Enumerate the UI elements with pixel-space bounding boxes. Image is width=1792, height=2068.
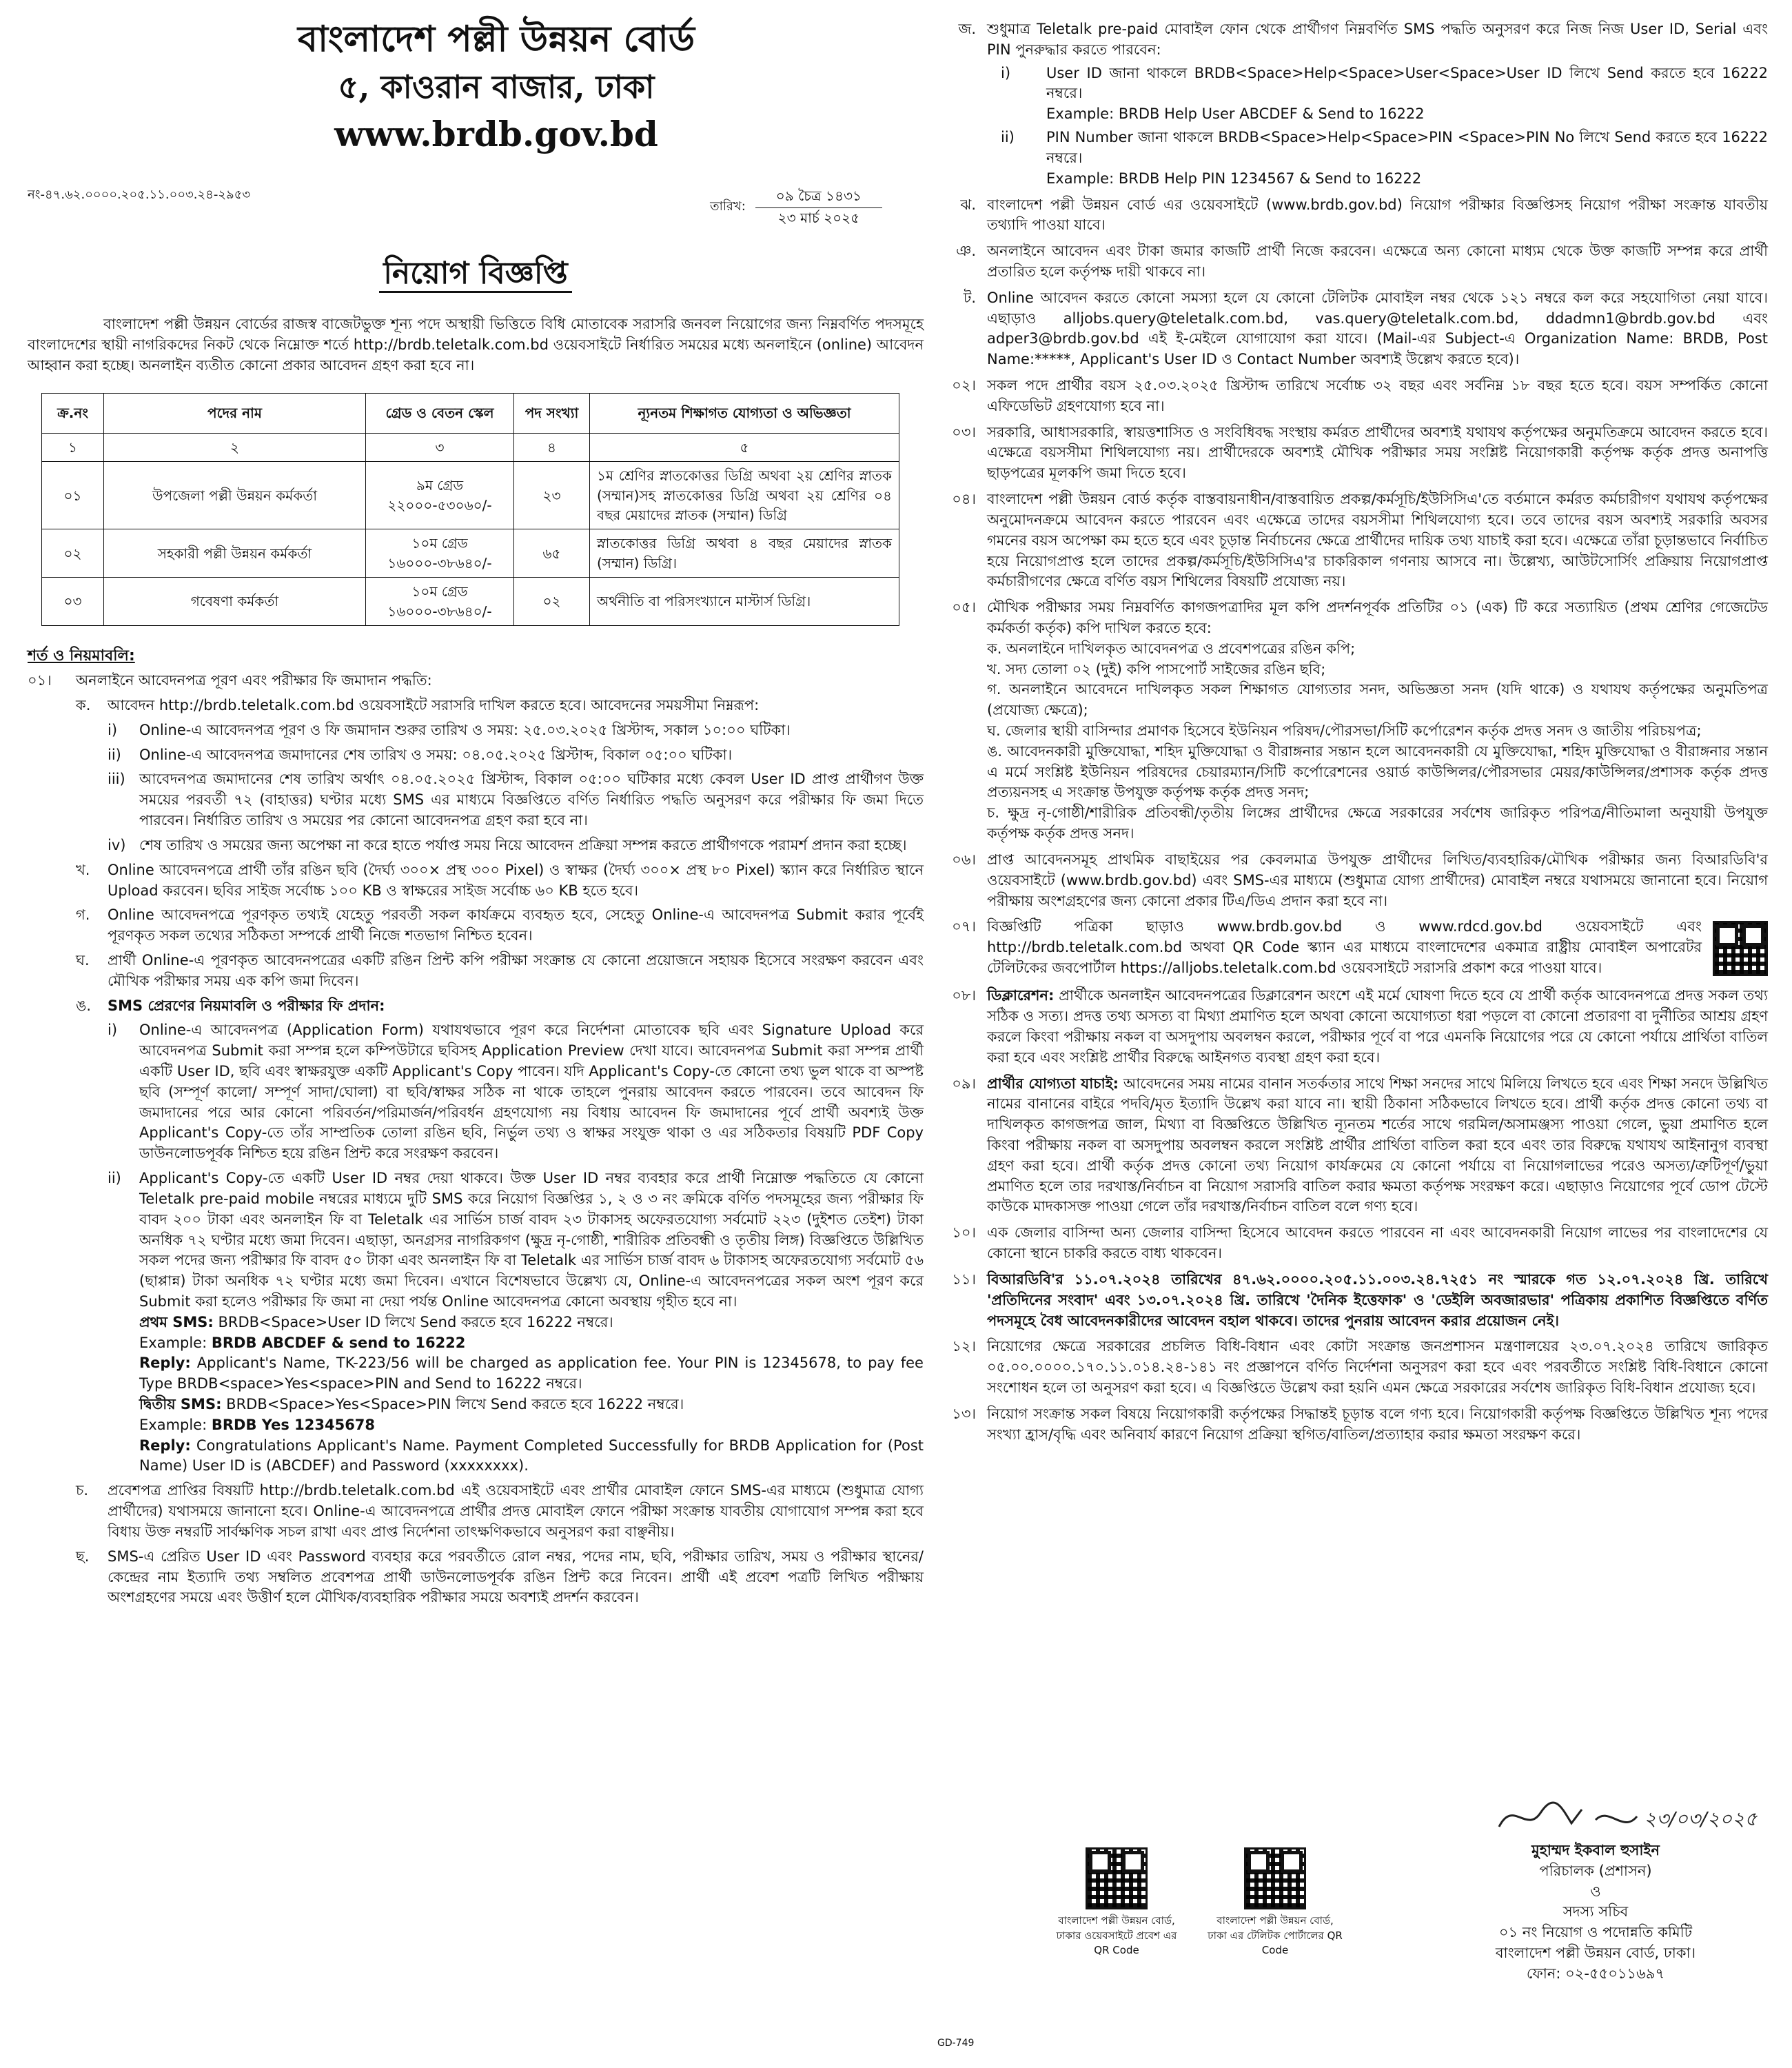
term-01-jha: ঝ. বাংলাদেশ পল্লী উন্নয়ন বোর্ড এর ওয়েবসাইটে (www.brdb.gov.bd) নিয়োগ পরীক্ষার বিজ্ঞপ্তিসহ নিয়োগ পরীক্ষা সংক্রান্ত যাবতীয় তথ্যাদি পাওয়া যাবে। [960,196,1768,234]
term-01-uo-ii: ii) Applicant's Copy-তে একটি User ID নম্বর দেয়া থাকবে। উক্ত User ID নম্বর ব্যবহার করে প্রার্থী নিম্নোক্ত পদ্ধতিতে যে কোনো Teletalk pre-paid mobile নম্বরের মাধ্যমে দুটি SMS করে নিয়োগ বিজ্ঞপ্তির ১, ২ ও ৩ নং ক্রমিকে বর্ণিত পদসমূহের জন্য পরীক্ষার ফি বাবদ ২০০ টাকা এবং অনলাইন ফি বা Teletalk এর সার্ভিস চার্জ বাবদ ২৩ টাকাসহ অফেরতযোগ্য সর্বমোট ২২৩ (দুইশত তেইশ) টাকা অনধিক ৭২ ঘণ্টার মধ্যে জমা দিবেন। এছাড়া, অনগ্রসর নাগরিকগণ (ক্ষুদ্র নৃ-গোষ্ঠী, শারীরিক প্রতিবন্ধী ও তৃতীয় লিঙ্গ) বিজ্ঞপ্তিতে উল্লিখিত সকল পদের জন্য পরীক্ষার ফি বাবদ ৫০ টাকা এবং অনলাইন ফি বা Teletalk এর সার্ভিস চার্জ বাবদ ৬ টাকাসহ অফেরতযোগ্য সর্বমোট ৫৬ (ছাপ্পান্ন) টাকা অনধিক ৭২ ঘণ্টার মধ্যে জমা দিবেন। এখানে বিশেষভাবে উল্লেখ্য যে, Online-এ আবেদনপত্রের সকল অংশ পূরণ করে Submit করা হলেও পরীক্ষার ফি জমা না দেয়া পর্যন্ত Online আবেদনপত্র কোনো অবস্থায় গৃহীত হবে না। প্রথম SMS: BRDB<Space>User ID লিখে Send করতে হবে 16222 নম্বরে। Example: BRDB ABCDEF & send to 16222 Reply: Applicant's Name, TK-223/56 will be charged as application fee. Your PIN is 12345678, to pay fee Type BRDB<space>Yes<space>PIN and Send to 16222 নম্বরে। দ্বিতীয় SMS: BRDB<Space>Yes<Space>PIN লিখে Send করতে হবে 16222 নম্বরে। Example: BRDB Yes 12345678 Reply: Congratulations Applicant's Name. Payment Completed Successfully for BRDB Application for (Post Name) User ID is (ABCDEF) and Password (xxxxxxxx). [108,1168,924,1477]
term-07: ০৭। বিজ্ঞপ্তিটি পত্রিকা ছাড়াও www.brdb.gov.bd ও www.rdcd.gov.bd ওয়েবসাইটে এবং http://brdb.teletalk.com.bd অথবা QR Code স্ক্যান এর মাধ্যমে বাংলাদেশের একমাত্র রাষ্ট্রীয় মোবাইল অপারেটর টেলিটকের জবপোর্টাল https://alljobs.teletalk.com.bd ওয়েবসাইটে সরাসরি প্রকাশ করে পাওয়া যাবে। [944,917,1768,980]
term-12: ১২। নিয়োগের ক্ষেত্রে সরকারের প্রচলিত বিধি-বিধান এবং কোটা সংক্রান্ত জনপ্রশাসন মন্ত্রণালয়ের ২৩.০৭.২০২৪ তারিখে জারিকৃত ০৫.০০.০০০০.১৭০.১১.০১৪.২৪-১৪১ নং প্রজ্ঞাপনে বর্ণিত নির্দেশনা অনুসরণ করা হবে এবং পরবর্তীতে সংশ্লিষ্ট বিধি-বিধানে কোনো সংশোধন হলে তা অনুসরণ করা হবে। এ বিজ্ঞপ্তিতে উল্লেখ করা হয়নি এমন ক্ষেত্রে সরকারের সর্বশেষ জারিকৃত বিধি-বিধান প্রযোজ্য হবে। [952,1338,1768,1396]
intro-paragraph: বাংলাদেশ পল্লী উন্নয়ন বোর্ডের রাজস্ব বাজেটভুক্ত শূন্য পদে অস্থায়ী ভিত্তিতে বিধি মোতাবেক সরাসরি জনবল নিয়োগের জন্য নিম্নবর্ণিত পদসমূহে বাংলাদেশের স্থায়ী নাগরিকদের নিকট থেকে নিম্নোক্ত শর্তে http://brdb.teletalk.com.bd ওয়েবসাইটে নির্ধারিত সময়ের মধ্যে অনলাইনে (online) আবেদন আহ্বান করা হচ্ছে। অনলাইন ব্যতীত কোনো প্রকার আবেদন গ্রহণ করা হবে না। [28,316,924,374]
right-column [944,14,1768,2054]
qr-code-icon[interactable] [1244,1847,1306,1909]
term-01-ka-ii: ii) Online-এ আবেদনপত্র জমাদানের শেষ তারিখ ও সময়: ০৪.০৫.২০২৫ খ্রিস্টাব্দ, বিকাল ০৫:০০ ঘটিকা। [108,746,733,763]
table-row: ০২ সহকারী পল্লী উন্নয়ন কর্মকর্তা ১০ম গ্রেড ১৬০০০-৩৮৬৪০/- ৬৫ স্নাতকোত্তর ডিগ্রি অথবা ৪ বছর মেয়াদের স্নাতক (সম্মান) ডিগ্রি। [42,529,899,578]
signer-name: মুহাম্মদ ইকবাল হুসাইন [1531,1842,1660,1858]
term-01-kha: খ. Online আবেদনপত্রে প্রার্থী তাঁর রঙিন ছবি (দৈর্ঘ্য ৩০০× প্রস্থ ৩০০ Pixel) ও স্বাক্ষর (দৈর্ঘ্য ৩০০× প্রস্থ ৮০ Pixel) স্ক্যান করে নির্ধারিত স্থানে Upload করবেন। ছবির সাইজ সর্বোচ্চ ১০০ KB ও স্বাক্ষরের সাইজ সর্বোচ্চ ৬০ KB হতে হবে। [76,861,924,899]
term-05: ০৫। মৌখিক পরীক্ষার সময় নিম্নবর্ণিত কাগজপত্রাদির মূল কপি প্রদর্শনপূর্বক প্রতিটির ০১ (এক) টি করে সত্যায়িত (প্রথম শ্রেণির গেজেটেড কর্মকর্তা কর্তৃক) কপি দাখিল করতে হবে: ক. অনলাইনে দাখিলকৃত আবেদনপত্র ও প্রবেশপত্রের রঙিন কপি; খ. সদ্য তোলা ০২ (দুই) কপি পাসপোর্ট সাইজের রঙিন ছবি; গ. অনলাইনে আবেদনে দাখিলকৃত সকল শিক্ষাগত যোগ্যতার সনদ, অভিজ্ঞতা সনদ (যদি থাকে) ও যথাযথ কর্তৃপক্ষের অনুমতিপত্র (প্রযোজ্য ক্ষেত্রে); ঘ. জেলার স্থায়ী বাসিন্দার প্রমাণক হিসেবে ইউনিয়ন পরিষদ/পৌরসভা/সিটি কর্পোরেশন কর্তৃক প্রদত্ত সনদ ও জাতীয় পরিচয়পত্র; ঙ. আবেদনকারী মুক্তিযোদ্ধা, শহিদ মুক্তিযোদ্ধা ও বীরাঙ্গনার সন্তান হলে আবেদনকারী যে মুক্তিযোদ্ধা, শহিদ মুক্তিযোদ্ধা ও বীরাঙ্গনার সন্তান এ মর্মে সংশ্লিষ্ট ইউনিয়ন পরিষদের চেয়ারম্যান/সিটি কর্পোরেশনের ওয়ার্ড কাউন্সিলর/পৌরসভার মেয়র/কাউন্সিলর/প্রশাসক কর্তৃক প্রদত্ত প্রত্যয়নসহ এ সংক্রান্ত উপযুক্ত কর্তৃপক্ষ কর্তৃক প্রদত্ত সনদ; চ. ক্ষুদ্র নৃ-গোষ্ঠী/শারীরিক প্রতিবন্ধী/তৃতীয় লিঙ্গের প্রার্থীদের ক্ষেত্রে সরকারের সর্বশেষ জারিকৃত পরিপত্র/নীতিমালা অনুযায়ী উপযুক্ত কর্তৃপক্ষ কর্তৃক প্রদত্ত সনদ। [944,598,1768,844]
signature-date: ২৩/০৩/২০২৫ [1644,1807,1758,1830]
term-01-ka-i: i) Online-এ আবেদনপত্র পূরণ ও ফি জমাদান শুরুর তারিখ ও সময়: ২৫.০৩.২০২৫ খ্রিস্টাব্দ, সকাল ১০:০০ ঘটিকা। [108,721,791,738]
th-grade: গ্রেড ও বেতন স্কেল [366,393,514,433]
term-03: ০৩। সরকারি, আধাসরকারি, স্বায়ত্তশাসিত ও সংবিধিবদ্ধ সংস্থায় কর্মরত প্রার্থীদের অবশ্যই যথাযথ কর্তৃপক্ষের অনুমতিক্রমে আবেদন করতে হবে। এক্ষেত্রে বয়সসীমা শিথিলযোগ্য নয়। প্রার্থীদেরকে অবশ্যই মৌখিক পরীক্ষার সময় সংশ্লিষ্ট নিয়োগকারী কর্তৃপক্ষ কর্তৃক প্রদত্ত অনাপত্তি ছাড়পত্রের মূলকপি জমা দিতে হবে। [952,423,1768,482]
sms1-line: প্রথম SMS: BRDB<Space>User ID লিখে Send করতে হবে 16222 নম্বরে। [139,1313,613,1330]
term-01-uo: ঙ. SMS প্রেরণের নিয়মাবলি ও পরীক্ষার ফি প্রদান: [76,997,385,1014]
term-01-ga: গ. Online আবেদনপত্রে পূরণকৃত তথ্যই যেহেতু পরবর্তী সকল কার্যক্রমে ব্যবহৃত হবে, সেহেতু Online-এ আবেদনপত্র Submit করার পূর্বেই পূরণকৃত সকল তথ্যের সঠিকতা সম্পর্কে প্রার্থী নিজে শতভাগ নিশ্চিত হবেন। [76,906,924,944]
org-name: বাংলাদেশ পল্লী উন্নয়ন বোর্ড [298,18,695,60]
date-english: ২৩ মার্চ ২০২৫ [777,209,860,226]
term-04: ০৪। বাংলাদেশ পল্লী উন্নয়ন বোর্ড কর্তৃক বাস্তবায়নাধীন/বাস্তবায়িত প্রকল্প/কর্মসূচি/ইউসিসিএ'তে বর্তমানে কর্মরত কর্মচারীগণ যথাযথ কর্তৃপক্ষের অনুমোদনক্রমে আবেদন করতে পারবেন এবং এক্ষেত্রে তাদের বয়সসীমা শিথিলযোগ্য হবে। তবে তাদের বয়স অবশ্যই সরকারি অবসর গমনের বয়স অপেক্ষা কম হতে হবে এবং চূড়ান্ত নির্বাচনের ক্ষেত্রে প্রার্থীদের দায়িক তথ্য যাচাই করা হবে। এক্ষেত্রে তাঁরা চূড়ান্তভাবে নির্বাচিত হয়ে নিয়োগপ্রাপ্ত হলে তাদের প্রকল্প/কর্মসূচি/ইউসিসিএ'র চাকরিকাল গণনায় আসবে না। উল্লেখ্য, আউটসোর্সিং প্রক্রিয়ায় নিয়োগপ্রাপ্ত কর্মচারীগণের ক্ষেত্রে বর্ণিত বয়স শিথিলের বিষয়টি প্রযোজ্য নয়। [952,491,1768,590]
posts-table [41,393,899,626]
memo-row [28,186,924,227]
term-01-ca: চ. প্রবেশপত্র প্রাপ্তির বিষয়টি http://brdb.teletalk.com.bd এই ওয়েবসাইটে এবং প্রার্থীর মোবাইল ফোনে SMS-এর মাধ্যমে (শুধুমাত্র যোগ্য প্রার্থীদের) যথাসময়ে জানানো হবে। Online-এ আবেদনপত্রে প্রার্থীর প্রদত্ত মোবাইল ফোনে পরীক্ষা সংক্রান্ত যাবতীয় যোগাযোগ সম্পন্ন করা হবে বিধায় উক্ত নম্বরটি সার্বক্ষণিক সচল রাখা এবং প্রাপ্ত নির্দেশনা তাৎক্ষণিকভাবে অনুসরণ করা বাঞ্ছনীয়। [76,1482,924,1540]
memo-number: নং-৪৭.৬২.০০০০.২০৫.১১.০০৩.২৪-২৯৫৩ [28,187,251,203]
date-bangla: ০৯ চৈত্র ১৪৩১ [755,186,882,207]
table-index-row: ১ ২ ৩ ৪ ৫ [42,433,899,461]
org-header [28,14,924,159]
org-short: বাংলাদেশ পল্লী উন্নয়ন বোর্ড, ঢাকা। [1495,1945,1696,1962]
table-header-row [42,393,899,433]
term-01-gha: ঘ. প্রার্থী Online-এ পূরণকৃত আবেদনপত্রের একটি রঙিন প্রিন্ট কপি পরীক্ষা সংক্রান্ত যে কোনো প্রয়োজনে সহায়ক হিসেবে সংরক্ষণ করবেন এবং মৌখিক পরীক্ষার সময় এক কপি জমা দিবেন। [76,951,924,989]
term-01-ka: ক. আবেদন http://brdb.teletalk.com.bd ওয়েবসাইটে সরাসরি দাখিল করতে হবে। আবেদনের সময়সীমা নিম্নরূপ: [76,697,760,713]
signer-role: সদস্য সচিব [1562,1903,1629,1920]
term-01: ০১। অনলাইনে আবেদনপত্র পূরণ এবং পরীক্ষার ফি জমাদান পদ্ধতি: [28,672,432,689]
term-01-ka-iii: iii) আবেদনপত্র জমাদানের শেষ তারিখ অর্থাৎ ০৪.০৫.২০২৫ খ্রিস্টাব্দ, বিকাল ০৫:০০ ঘটিকার মধ্যে কেবল User ID প্রাপ্ত প্রার্থীগণ উক্ত সময়ের পরবর্তী ৭২ (বাহাত্তর) ঘণ্টার মধ্যে SMS এর মাধ্যমে বিজ্ঞপ্তিতে বর্ণিত নির্ধারিত পদ্ধতি অনুসরণ করে পরীক্ষার ফি জমা দিতে পারবেন। নির্ধারিত তারিখ ও সময়ের পর কোনো আবেদনপত্র গ্রহণ করা হবে না। [108,771,924,829]
term-01-ka-iv: iv) শেষ তারিখ ও সময়ের জন্য অপেক্ষা না করে হাতে পর্যাপ্ত সময় নিয়ে আবেদন প্রক্রিয়া সম্পন্ন করতে প্রার্থীগণকে পরামর্শ প্রদান করা হচ্ছে। [108,836,907,853]
term-09: ০৯। প্রার্থীর যোগ্যতা যাচাই: আবেদনের সময় নামের বানান সতর্কতার সাথে শিক্ষা সনদের সাথে মিলিয়ে লিখতে হবে এবং শিক্ষা সনদে উল্লিখিত নামের বানানের বাইরে পদবি/মৃত ইত্যাদি উল্লেখ করা যাবে না। স্থায়ী ঠিকানা সঠিকভাবে লিখতে হবে। প্রার্থী কর্তৃক প্রদত্ত কোনো তথ্য বা দাখিলকৃত কাগজপত্র জাল, মিথ্যা বা বিজ্ঞপ্তিতে উল্লিখিত ন্যূনতম শর্তের সাথে গরমিল/অসামঞ্জস্য পাওয়া গেলে, ভুয়া প্রমাণিত হলে কিংবা পরীক্ষায় নকল বা অসদুপায় অবলম্বন করলে সংশ্লিষ্ট প্রার্থীর প্রার্থিতা বাতিল করা হবে এবং তার বিরুদ্ধে যথাযথ আইনানুগ ব্যবস্থা গ্রহণ করা হবে। প্রার্থী কর্তৃক প্রদত্ত কোনো তথ্য নিয়োগ কার্যক্রমের যে কোনো পর্যায়ে বা নিয়োগলাভের পরেও অসত্য/ত্রুটিপূর্ণ/ভুয়া প্রমাণিত হলে তার দরখাস্ত/নির্বাচন বা নিয়োগ সরাসরি বাতিল করার ক্ষমতা কর্তৃপক্ষ সংরক্ষণ করে। এছাড়াও নিয়োগের পূর্বে ডোপ টেস্টে কাউকে মাদকাসক্ত পাওয়া গেলে তাঁর দরখাস্ত/নির্বাচন বাতিল বলে গণ্য হবে। [952,1075,1768,1215]
notice-title: নিয়োগ বিজ্ঞপ্তি [28,252,924,295]
term-02: ০২। সকল পদে প্রার্থীর বয়স ২৫.০৩.২০২৫ খ্রিস্টাব্দ তারিখে সর্বোচ্চ ৩২ বছর এবং সর্বনিম্ন ১৮ বছর হতে হবে। বয়স সম্পর্কিত কোনো এফিডেভিট গ্রহণযোগ্য হবে না। [952,377,1768,414]
sms1-example: Example: BRDB ABCDEF & send to 16222 [139,1334,466,1351]
term-01-ta: ট. Online আবেদন করতে কোনো সমস্যা হলে যে কোনো টেলিটক মোবাইল নম্বর থেকে ১২১ নম্বরে কল করে সহযোগিতা নেয়া যাবে। এছাড়াও alljobs.query@teletalk.com.bd, vas.query@teletalk.com.bd, ddadmn1@brdb.gov.bd এবং adper3@brdb.gov.bd এই ই-মেইলে যোগাযোগ করা যাবে। (Mail-এর Subject-এ Organization Name: BRDB, Post Name:*****, Applicant's User ID ও Contact Number অবশ্যই উল্লেখ করতে হবে)। [963,289,1768,368]
term-08: ০৮। ডিক্লারেশন: প্রার্থীকে অনলাইন আবেদনপত্রের ডিক্লারেশন অংশে এই মর্মে ঘোষণা দিতে হবে যে প্রার্থী কর্তৃক আবেদনপত্রে প্রদত্ত সকল তথ্য সঠিক ও সত্য। প্রদত্ত তথ্য অসত্য বা মিথ্যা প্রমাণিত হলে অথবা কোনো অযোগ্যতা ধরা পড়লে বা কোনো প্রতারণা বা দুর্নীতির আশ্রয় গ্রহণ করলে কিংবা পরীক্ষায় নকল বা অসদুপায় অবলম্বন করলে, পরীক্ষার পূর্বে বা পরে এমনকি নিয়োগের পরে যে কোনো পর্যায়ে প্রার্থিতা বাতিল করা হবে এবং সংশ্লিষ্ট প্রার্থীর বিরুদ্ধে আইনগত ব্যবস্থা গ্রহণ করা হবে। [952,987,1768,1066]
t05-uo: ঙ. আবেদনকারী মুক্তিযোদ্ধা, শহিদ মুক্তিযোদ্ধা ও বীরাঙ্গনার সন্তান হলে আবেদনকারী যে মুক্তিযোদ্ধা, শহিদ মুক্তিযোদ্ধা ও বীরাঙ্গনার সন্তান এ মর্মে সংশ্লিষ্ট ইউনিয়ন পরিষদের চেয়ারম্যান/সিটি কর্পোরেশনের ওয়ার্ড কাউন্সিলর/পৌরসভার মেয়র/কাউন্সিলর/প্রশাসক কর্তৃক প্রদত্ত প্রত্যয়নসহ এ সংক্রান্ত উপযুক্ত কর্তৃপক্ষ কর্তৃক প্রদত্ত সনদ; [987,742,1768,801]
phone: ফোন: ০২-৫৫০১১৬৯৭ [1526,1965,1665,1982]
table-row: ০৩ গবেষণা কর্মকর্তা ১০ম গ্রেড ১৬০০০-৩৮৬৪০/- ০২ অর্থনীতি বা পরিসংখ্যানে মাস্টার্স ডিগ্রি। [42,578,899,626]
qr-code-icon[interactable] [1086,1847,1148,1909]
t05-ga: গ. অনলাইনে আবেদনে দাখিলকৃত সকল শিক্ষাগত যোগ্যতার সনদ, অভিজ্ঞতা সনদ (যদি থাকে) ও যথাযথ কর্তৃপক্ষের অনুমতিপত্র (প্রযোজ্য ক্ষেত্রে); [987,681,1768,719]
table-row: ০১ উপজেলা পল্লী উন্নয়ন কর্মকর্তা ৯ম গ্রেড ২২০০০-৫৩০৬০/- ২৩ ১ম শ্রেণির স্নাতকোত্তর ডিগ্রি অথবা ২য় শ্রেণির স্নাতক (সম্মান)সহ স্নাতকোত্তর ডিগ্রি অথবা ২য় শ্রেণির ০৪ বছর মেয়াদের স্নাতক (সম্মান) ডিগ্রি [42,462,899,529]
sms2-example: Example: BRDB Yes 12345678 [139,1416,376,1433]
left-column [28,14,924,2054]
term-01-uo-i: i) Online-এ আবেদনপত্র (Application Form) যথাযথভাবে পূরণ করে নির্দেশনা মোতাবেক ছবি এবং Signature Upload করে আবেদনপত্র Submit করা সম্পন্ন হলে কম্পিউটারে ছবিসহ Application Preview দেখা যাবে। আবেদনপত্র Submit করা সম্পন্ন প্রার্থী একটি User ID, ছবি এবং স্বাক্ষরযুক্ত একটি Applicant's Copy পাবেন। যদি Applicant's Copy-তে কোনো তথ্য ভুল থাকে বা অস্পষ্ট ছবি (সম্পূর্ণ কালো/ সম্পূর্ণ সাদা/ঘোলা) বা ছবি/স্বাক্ষর সঠিক না থাকে তাহলে পুনরায় আবেদন করতে পারবেন। তবে আবেদন ফি জমাদানের পরে আর কোনো পরিবর্তন/পরিমার্জন/পরিবর্ধন গ্রহণযোগ্য নয় বিধায় আবেদন ফি জমাদানের পূর্বে প্রার্থী অবশ্যই উক্ত Applicant's Copy-তে তাঁর সাম্প্রতিক তোলা রঙিন ছবি, নির্ভুল তথ্য ও স্বাক্ষর সংযুক্ত থাকা ও এর সঠিকতার বিষয়টি PDF Copy ডাউনলোডপূর্বক নিশ্চিত হয়ে রঙিন প্রিন্ট করে সংরক্ষণ করবেন। [108,1022,924,1162]
th-count: পদ সংখ্যা [514,393,590,433]
committee: ০১ নং নিয়োগ ও পদোন্নতি কমিটি [1498,1924,1693,1941]
th-edu: ন্যূনতম শিক্ষাগত যোগ্যতা ও অভিজ্ঞতা [590,393,899,433]
ja-i: i) User ID জানা থাকলে BRDB<Space>Help<Space>User<Space>User ID লিখে Send করতে হবে 16222 নম্বরে। Example: BRDB Help User ABCDEF & Send to 16222 [1001,64,1768,123]
sms2-reply: Reply: Congratulations Applicant's Name. Payment Completed Successfully for BRDB Application for (Post Name) User ID is (ABCDEF) and Password (xxxxxxxx). [139,1437,924,1474]
signer-block: মুহাম্মদ ইকবাল হুসাইন পরিচালক (প্রশাসন) ও সদস্য সচিব ০১ নং নিয়োগ ও পদোন্নতি কমিটি বাংলাদেশ পল্লী উন্নয়ন বোর্ড, ঢাকা। ফোন: ০২-৫৫০১১৬৯৭ [1437,1841,1754,1985]
t05-kha: খ. সদ্য তোলা ০২ (দুই) কপি পাসপোর্ট সাইজের রঙিন ছবি; [987,660,1326,678]
term-01-nya: ঞ. অনলাইনে আবেদন এবং টাকা জমার কাজটি প্রার্থী নিজে করবেন। এক্ষেত্রে অন্য কোনো মাধ্যম থেকে উক্ত কাজটি সম্পন্ন করে প্রার্থী প্রতারিত হলে কর্তৃপক্ষ দায়ী থাকবে না। [956,243,1769,280]
qr-code-icon[interactable] [1713,921,1768,976]
org-address: ৫, কাওরান বাজার, ঢাকা [338,68,655,105]
term-06: ০৬। প্রাপ্ত আবেদনসমূহ প্রাথমিক বাছাইয়ের পর কেবলমাত্র উপযুক্ত প্রার্থীদের লিখিত/ব্যবহারিক/মৌখিক পরীক্ষার জন্য বিআরডিবি'র ওয়েবসাইটে (www.brdb.gov.bd) এবং SMS-এর মাধ্যমে (শুধুমাত্র যোগ্য প্রার্থীদের) মোবাইল নম্বরে যথাসময়ে জানানো হবে। নিয়োগ পরীক্ষায় অংশগ্রহণের জন্য কোনো প্রকার টিএ/ডিএ প্রদান করা হবে না। [952,851,1768,909]
qr-teletalk: বাংলাদেশ পল্লী উন্নয়ন বোর্ড, ঢাকা এর টেলিটক পোর্টালের QR Code [1206,1847,1344,1958]
signature-area [944,1785,1768,2054]
gd-number: GD-749 [937,2038,975,2049]
signer-title: পরিচালক (প্রশাসন) [1539,1862,1652,1879]
date-label: তারিখ: [710,199,746,214]
org-website[interactable]: www.brdb.gov.bd [334,114,658,155]
qr-website: বাংলাদেশ পল্লী উন্নয়ন বোর্ড, ঢাকার ওয়েবসাইটে প্রবেশ এর QR Code [1048,1847,1185,1958]
ja-ii: ii) PIN Number জানা থাকলে BRDB<Space>Help<Space>PIN <Space>PIN No লিখে Send করতে হবে 16222 নম্বরে। Example: BRDB Help PIN 1234567 & Send to 16222 [1001,129,1768,187]
terms-heading: শর্ত ও নিয়মাবলি: [28,647,135,665]
sms2-line: দ্বিতীয় SMS: BRDB<Space>Yes<Space>PIN লিখে Send করতে হবে 16222 নম্বরে। [139,1396,684,1412]
date-box [710,186,882,227]
th-sl: ক্র.নং [42,393,104,433]
t05-ka: ক. অনলাইনে দাখিলকৃত আবেদনপত্র ও প্রবেশপত্রের রঙিন কপি; [987,640,1356,657]
term-13: ১৩। নিয়োগ সংক্রান্ত সকল বিষয়ে নিয়োগকারী কর্তৃপক্ষের সিদ্ধান্তই চূড়ান্ত বলে গণ্য হবে। নিয়োগকারী কর্তৃপক্ষ বিজ্ঞপ্তিতে উল্লিখিত শূন্য পদের সংখ্যা হ্রাস/বৃদ্ধি এবং অনিবার্য কারণে নিয়োগ প্রক্রিয়া স্থগিত/বাতিল/প্রত্যাহার করার ক্ষমতা সংরক্ষণ করে। [952,1405,1768,1443]
sms1-reply: Reply: Applicant's Name, TK-223/56 will be charged as application fee. Your PIN is 12345678, to pay fee Type BRDB<space>Yes<space>PIN and Send to 16222 নম্বরে। [139,1355,924,1392]
t05-gha: ঘ. জেলার স্থায়ী বাসিন্দার প্রমাণক হিসেবে ইউনিয়ন পরিষদ/পৌরসভা/সিটি কর্পোরেশন কর্তৃক প্রদত্ত সনদ ও জাতীয় পরিচয়পত্র; [987,722,1702,739]
term-01-cha: ছ. SMS-এ প্রেরিত User ID এবং Password ব্যবহার করে পরবর্তীতে রোল নম্বর, পদের নাম, ছবি, পরীক্ষার তারিখ, সময় ও পরীক্ষার স্থানের/কেন্দ্রের নাম ইত্যাদি তথ্য সম্বলিত প্রবেশপত্র প্রার্থী ডাউনলোডপূর্বক রঙিন প্রিন্ট করে নিবেন। প্রার্থী এই প্রবেশ পত্রটি লিখিত পরীক্ষায় অংশগ্রহণের সময়ে এবং উত্তীর্ণ হলে মৌখিক/ব্যবহারিক পরীক্ষার সময়ে অবশ্যই প্রদর্শন করবেন। [76,1548,924,1606]
date-stack [755,186,882,227]
term-10: ১০। এক জেলার বাসিন্দা অন্য জেলার বাসিন্দা হিসেবে আবেদন করতে পারবেন না এবং আবেদনকারী নিয়োগ লাভের পর বাংলাদেশের যে কোনো স্থানে চাকরি করতে বাধ্য থাকবেন। [952,1224,1768,1262]
t05-ca: চ. ক্ষুদ্র নৃ-গোষ্ঠী/শারীরিক প্রতিবন্ধী/তৃতীয় লিঙ্গের প্রার্থীদের ক্ষেত্রে সরকারের সর্বশেষ জারিকৃত পরিপত্র/নীতিমালা অনুযায়ী উপযুক্ত কর্তৃপক্ষ কর্তৃক প্রদত্ত সনদ। [987,804,1768,842]
term-11: ১১। বিআরডিবি'র ১১.০৭.২০২৪ তারিখের ৪৭.৬২.০০০০.২০৫.১১.০০৩.২৪.৭২৫১ নং স্মারকে গত ১২.০৭.২০২৪ খ্রি. তারিখে 'প্রতিদিনের সংবাদ' এবং ১৩.০৭.২০২৪ খ্রি. তারিখে 'দৈনিক ইত্তেফাক' ও 'ডেইলি অবজারভার' পত্রিকায় প্রকাশিত বিজ্ঞপ্তিতে বর্ণিত পদসমূহে বৈধ আবেদনকারীদের আবেদন বহাল থাকবে। তাদের পুনরায় আবেদন করার প্রয়োজন নেই। [952,1270,1768,1329]
term-01-ja: জ. শুধুমাত্র Teletalk pre-paid মোবাইল ফোন থেকে প্রার্থীগণ নিম্নবর্ণিত SMS পদ্ধতি অনুসরণ করে নিজ নিজ User ID, Serial এবং PIN পুনরুদ্ধার করতে পারবেন: i) User ID জানা থাকলে BRDB<Space>Help<Space>User<Space>User ID লিখে Send করতে হবে 16222 নম্বরে। Example: BRDB Help User ABCDEF & Send to 16222 ii) PIN Number জানা থাকলে BRDB<Space>Help<Space>PIN <Space>PIN No লিখে Send করতে হবে 16222 নম্বরে। Example: BRDB Help PIN 1234567 & Send to 16222 [944,19,1768,190]
signature-image [1492,1792,1758,1841]
th-post: পদের নাম [104,393,366,433]
